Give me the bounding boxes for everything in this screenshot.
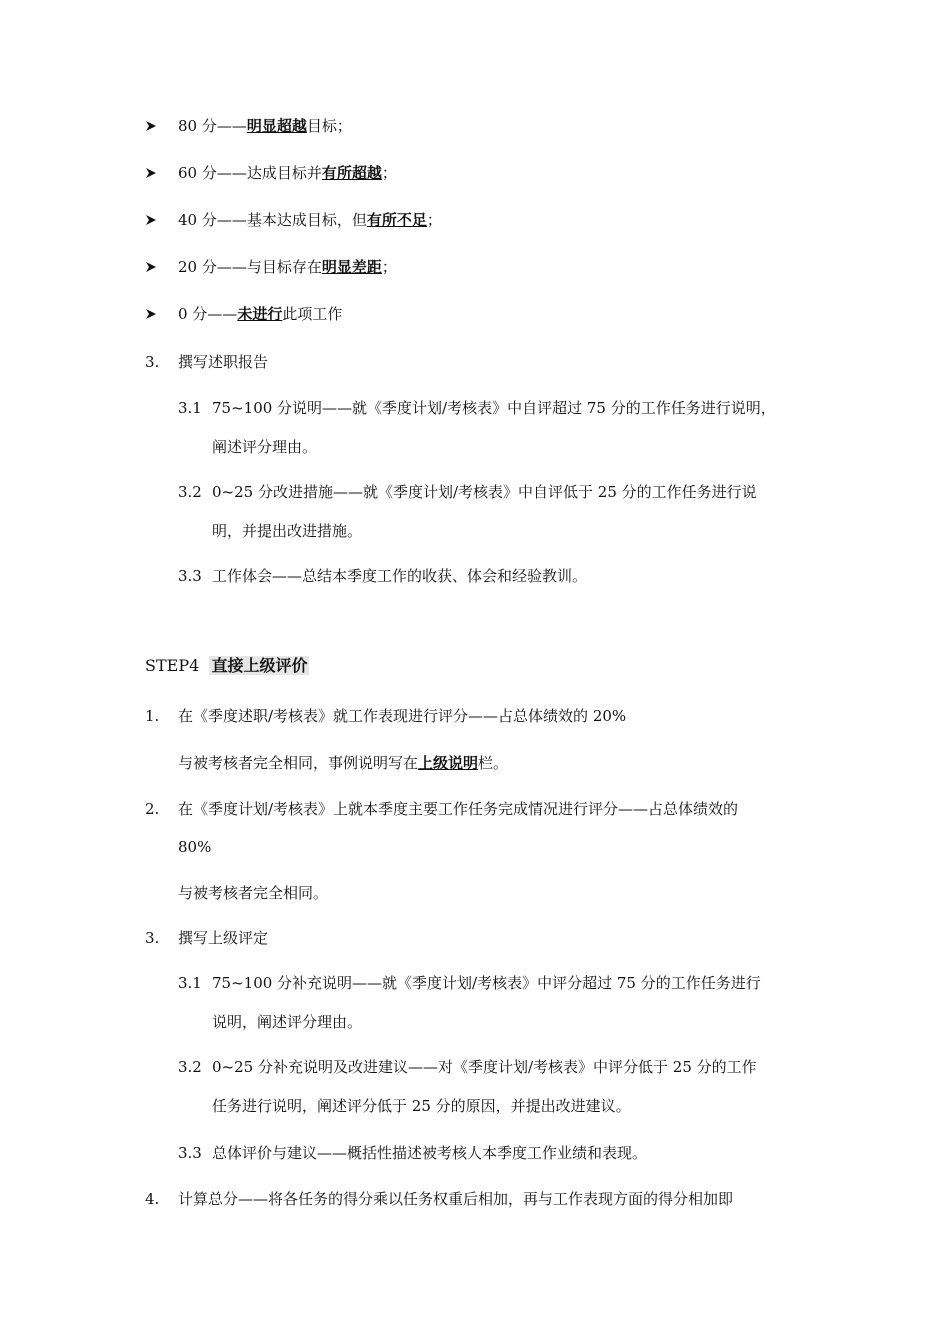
bullet-item-20: 20 分——与目标存在明显差距； (178, 258, 397, 276)
list-item-text: 80% (178, 838, 212, 856)
list-item-text: 在《季度述职/考核表》就工作表现进行评分——占总体绩效的 20% (178, 707, 627, 725)
bullet-item-60: 60 分——达成目标并有所超越； (178, 164, 397, 182)
list-item-note: 与被考核者完全相同。 (178, 884, 329, 902)
bullet-item-0: 0 分——未进行此项工作 (178, 305, 343, 323)
arrow-bullet-icon (145, 115, 157, 137)
sub-item-line: 任务进行说明，阐述评分低于 25 分的原因，并提出改进建议。 (212, 1097, 631, 1115)
list-number: 3. (145, 353, 160, 371)
sub-item-line: 工作体会——总结本季度工作的收获、体会和经验教训。 (212, 567, 588, 585)
arrow-bullet-icon (145, 209, 157, 231)
arrow-bullet-icon (145, 162, 157, 184)
sub-number: 3.2 (178, 1058, 202, 1076)
list-number: 4. (145, 1190, 160, 1208)
sub-item-line: 总体评价与建议——概括性描述被考核人本季度工作业绩和表现。 (212, 1144, 648, 1162)
sub-item-line: 阐述评分理由。 (212, 438, 318, 456)
step-label: STEP4 (145, 656, 200, 675)
sub-item-line: 明，并提出改进措施。 (212, 522, 363, 540)
list-item-text: 计算总分——将各任务的得分乘以任务权重后相加，再与工作表现方面的得分相加即 (178, 1190, 734, 1208)
list-item-text: 撰写上级评定 (178, 929, 269, 947)
list-item-text: 在《季度计划/考核表》上就本季度主要工作任务完成情况进行评分——占总体绩效的 (178, 800, 739, 818)
arrow-bullet-icon (145, 303, 157, 325)
list-number: 3. (145, 929, 160, 947)
list-number: 2. (145, 800, 160, 818)
sub-item-line: 0~25 分补充说明及改进建议——对《季度计划/考核表》中评分低于 25 分的工作 (212, 1058, 757, 1076)
arrow-bullet-icon (145, 256, 157, 278)
sub-item-line: 75~100 分说明——就《季度计划/考核表》中自评超过 75 分的工作任务进行说明， (212, 399, 776, 417)
sub-item-line: 说明，阐述评分理由。 (212, 1013, 363, 1031)
sub-item-line: 0~25 分改进措施——就《季度计划/考核表》中自评低于 25 分的工作任务进行说 (212, 483, 757, 501)
sub-item-line: 75~100 分补充说明——就《季度计划/考核表》中评分超过 75 分的工作任务进行 (212, 974, 761, 992)
step-heading (145, 655, 309, 677)
bullet-item-40: 40 分——基本达成目标，但有所不足； (178, 211, 442, 229)
list-item-note: 与被考核者完全相同，事例说明写在上级说明栏。 (178, 754, 509, 772)
step-title: 直接上级评价 (211, 656, 308, 675)
bullet-item-80: 80 分——明显超越目标； (178, 117, 352, 135)
sub-number: 3.3 (178, 1144, 202, 1162)
sub-number: 3.1 (178, 974, 202, 992)
sub-number: 3.1 (178, 399, 202, 417)
sub-number: 3.2 (178, 483, 202, 501)
sub-number: 3.3 (178, 567, 202, 585)
section-heading: 撰写述职报告 (178, 353, 269, 371)
list-number: 1. (145, 707, 160, 725)
